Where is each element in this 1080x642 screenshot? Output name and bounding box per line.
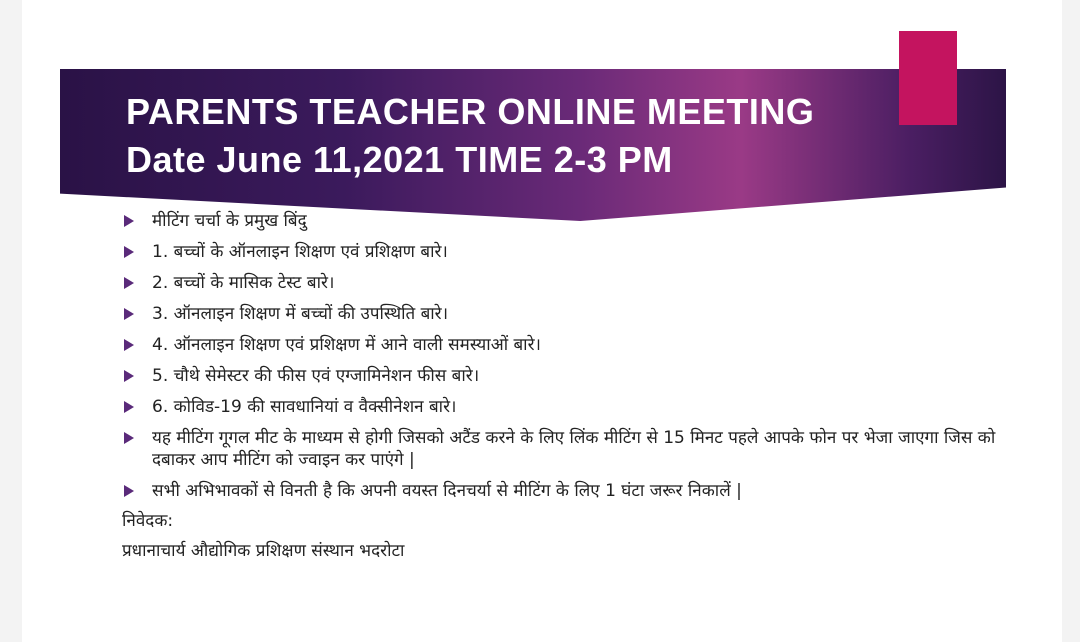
triangle-bullet-icon [124, 432, 134, 444]
list-item: 3. ऑनलाइन शिक्षण में बच्चों की उपस्थिति बारे। [122, 303, 1002, 325]
triangle-bullet-icon [124, 339, 134, 351]
title-line-2: Date June 11,2021 TIME 2-3 PM [126, 139, 673, 180]
triangle-bullet-icon [124, 370, 134, 382]
list-item: 5. चौथे सेमेस्टर की फीस एवं एग्जामिनेशन फीस बारे। [122, 365, 1002, 387]
title-line-1: PARENTS TEACHER ONLINE MEETING [126, 91, 815, 132]
list-item: यह मीटिंग गूगल मीट के माध्यम से होगी जिसको अटैंड करने के लिए लिंक मीटिंग से 15 मिनट पहले आपके फोन पर भेजा जाएगा जिस को दबाकर आप मीटिंग को ज्वाइन कर पाएंगे | [122, 427, 1002, 471]
footer-signature: प्रधानाचार्य औद्योगिक प्रशिक्षण संस्थान भदरोटा [122, 541, 405, 561]
slide-title [126, 88, 886, 184]
right-frame [1062, 0, 1080, 642]
accent-block [899, 31, 957, 125]
triangle-bullet-icon [124, 246, 134, 258]
triangle-bullet-icon [124, 308, 134, 320]
left-frame [0, 0, 22, 642]
agenda-list [122, 210, 1002, 502]
list-item: 1. बच्चों के ऑनलाइन शिक्षण एवं प्रशिक्षण बारे। [122, 241, 1002, 263]
list-item: 6. कोविड-19 की सावधानियां व वैक्सीनेशन बारे। [122, 396, 1002, 418]
list-item: सभी अभिभावकों से विनती है कि अपनी वयस्त दिनचर्या से मीटिंग के लिए 1 घंटा जरूर निकालें | [122, 480, 1002, 502]
footer-label: निवेदक: [122, 511, 174, 531]
list-item: मीटिंग चर्चा के प्रमुख बिंदु [122, 210, 1002, 232]
slide [22, 0, 1062, 642]
triangle-bullet-icon [124, 485, 134, 497]
triangle-bullet-icon [124, 215, 134, 227]
triangle-bullet-icon [124, 401, 134, 413]
list-item: 4. ऑनलाइन शिक्षण एवं प्रशिक्षण में आने वाली समस्याओं बारे। [122, 334, 1002, 356]
list-item: 2. बच्चों के मासिक टेस्ट बारे। [122, 272, 1002, 294]
triangle-bullet-icon [124, 277, 134, 289]
